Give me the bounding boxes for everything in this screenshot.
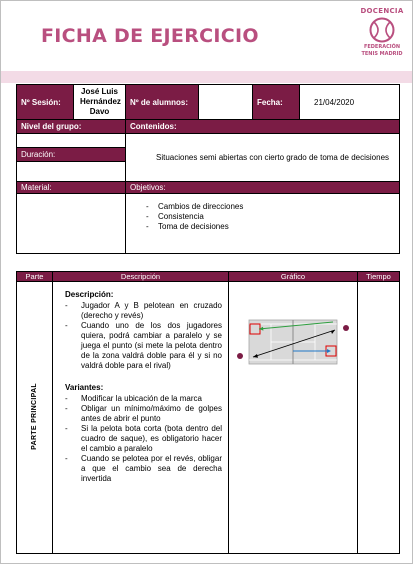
level-value[interactable] [17, 134, 126, 148]
header-band [1, 71, 413, 83]
variant-item: - Si la pelota bota corta (bota dentro del cuadro de saque), es obligatorio hacer el cambio a paralelo [65, 424, 222, 454]
exercise-table [16, 271, 400, 554]
level-label: Nivel del grupo: [17, 120, 126, 134]
col-part-header: Parte [17, 272, 53, 282]
time-cell[interactable] [358, 282, 400, 554]
description-item: - Jugador A y B pelotean en cruzado (derecho y revés) [65, 301, 222, 321]
duration-value[interactable] [17, 162, 126, 182]
part-label: PARTE PRINCIPAL [31, 383, 38, 450]
description-item: - Cuando uno de los dos jugadores quiera, podrá cambiar a paralelo y se juega el punto (si mete la pelota dentro de la zona valdrá doble para él y si no valdrá doble para el rival) [65, 321, 222, 371]
session-number-label: Nº Sesión: [17, 85, 74, 120]
material-value[interactable] [17, 194, 126, 254]
logo-brand: DOCENCIA [360, 7, 404, 15]
objective-item: - Cambios de direcciones [146, 202, 395, 212]
variants-heading: Variantes: [65, 383, 104, 392]
description-heading: Descripción: [65, 290, 114, 299]
variant-item: - Cuando se pelotea por el revés, obligar a que el cambio sea de derecha invertida [65, 454, 222, 484]
variants-list [65, 394, 222, 484]
objectives-label: Objetivos: [126, 182, 400, 194]
duration-label: Duración: [17, 148, 126, 162]
objectives-list [146, 202, 395, 232]
part-cell [17, 282, 53, 554]
variant-item: - Modificar la ubicación de la marca [65, 394, 222, 404]
objective-item: - Toma de decisiones [146, 222, 395, 232]
session-table [16, 84, 400, 254]
logo-line1: FEDERACIÓN [363, 44, 401, 50]
page-title: FICHA DE EJERCICIO [41, 25, 259, 47]
col-graphic-header: Gráfico [229, 272, 358, 282]
description-cell [53, 282, 229, 554]
contents-label: Contenidos: [126, 120, 400, 134]
court-diagram [229, 282, 357, 382]
date-label: Fecha: [253, 85, 300, 120]
objective-item: - Consistencia [146, 212, 395, 222]
session-author: José Luis Hernández Davo [74, 85, 126, 120]
logo [353, 7, 411, 73]
students-value[interactable] [199, 85, 253, 120]
students-label: Nº de alumnos: [126, 85, 199, 120]
variant-item: - Obligar un mínimo/máximo de golpes antes de abrir el punto [65, 404, 222, 424]
player-a [237, 353, 243, 359]
date-value[interactable]: 21/04/2020 [300, 85, 400, 120]
material-label: Material: [17, 182, 126, 194]
tennis-ball-icon [369, 17, 395, 43]
logo-line2: TENIS MADRID [361, 51, 403, 57]
contents-text: Situaciones semi abiertas con cierto grado de toma de decisiones [126, 134, 400, 182]
col-time-header: Tiempo [358, 272, 400, 282]
graphic-cell [229, 282, 358, 554]
player-b [343, 325, 349, 331]
objectives-cell [126, 194, 400, 254]
col-description-header: Descripción [53, 272, 229, 282]
description-list [65, 301, 222, 371]
